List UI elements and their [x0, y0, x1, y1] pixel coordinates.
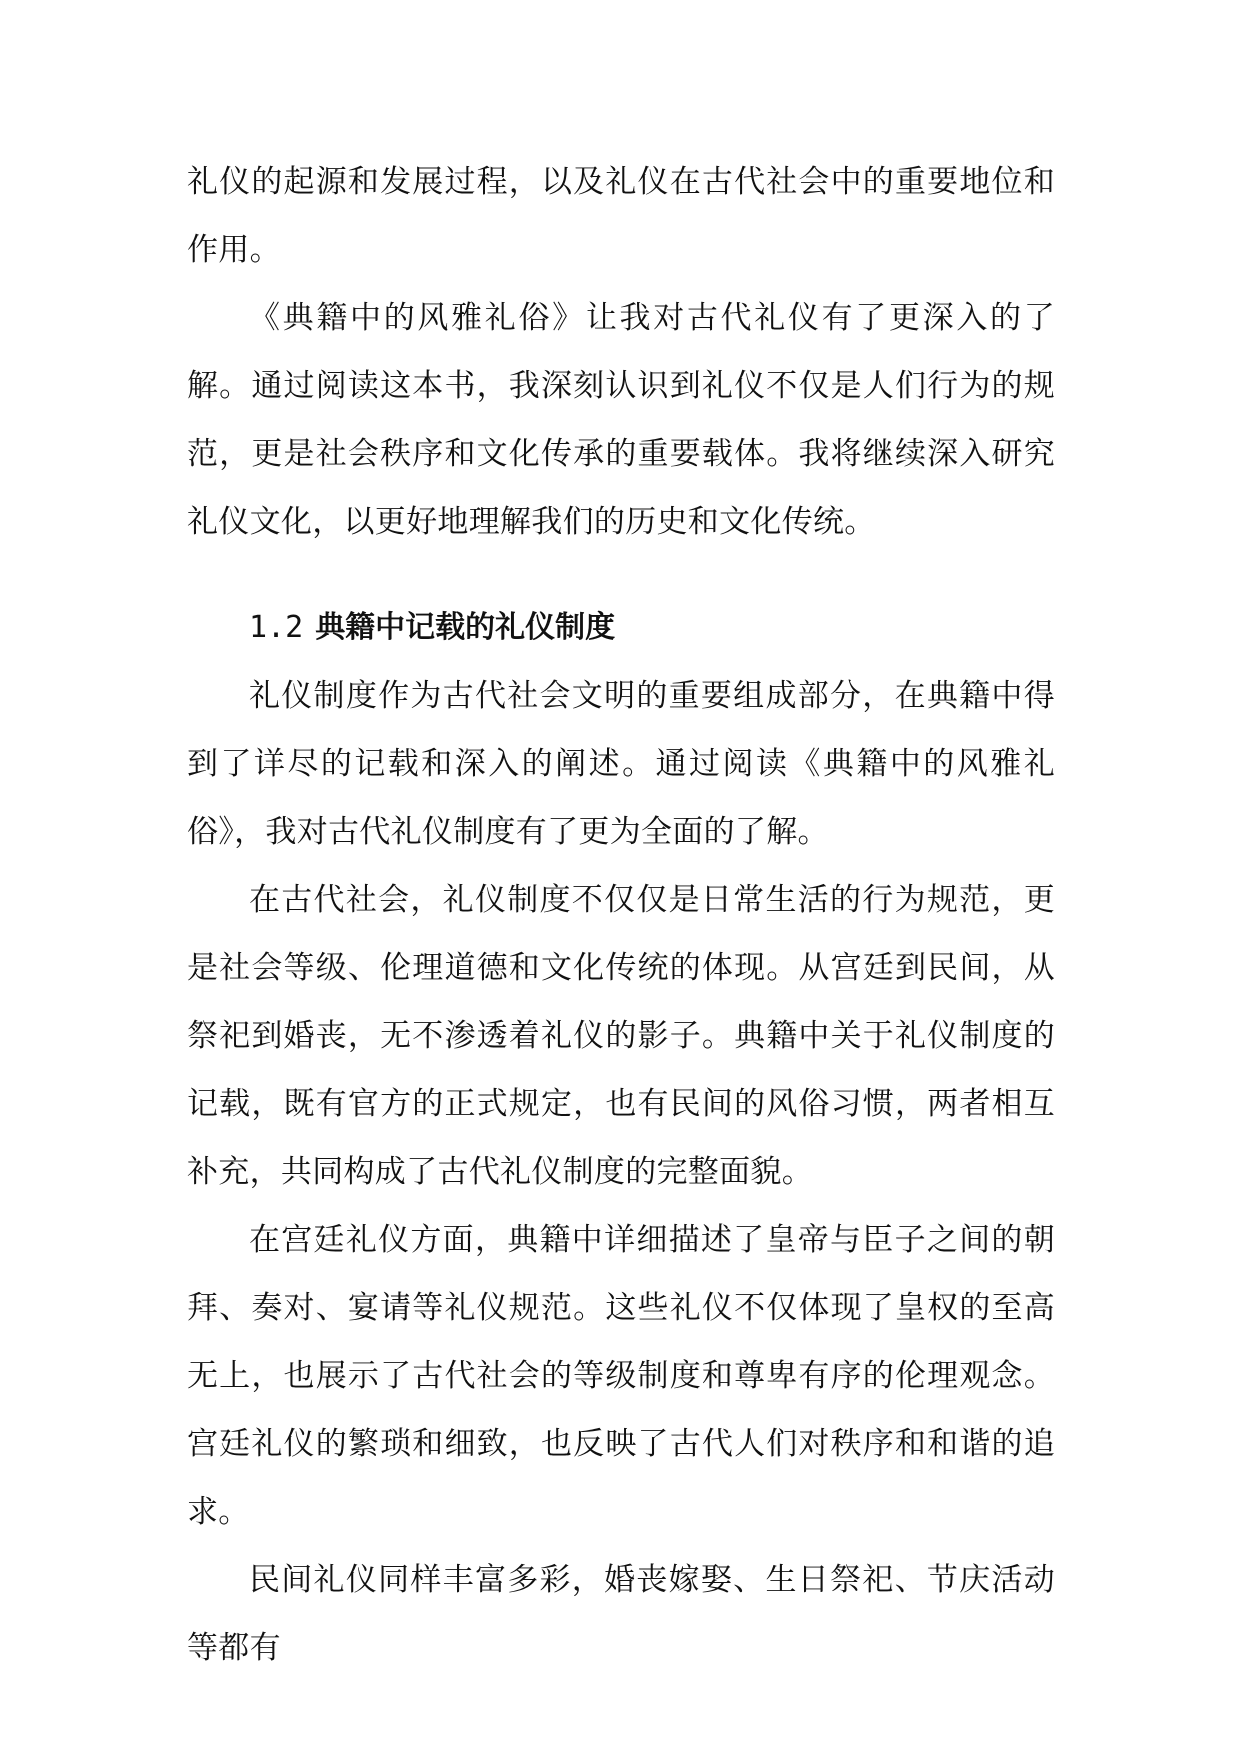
section-heading — [187, 594, 1055, 662]
paragraph-continued: 礼仪的起源和发展过程，以及礼仪在古代社会中的重要地位和作用。 — [187, 164, 1055, 268]
paragraph: 民间礼仪同样丰富多彩，婚丧嫁娶、生日祭祀、节庆活动等都有 — [187, 1562, 1055, 1666]
section-title: 典籍中记载的礼仪制度 — [315, 610, 616, 645]
section-number: 1.2 — [249, 610, 304, 645]
document-body — [187, 148, 1055, 1682]
paragraph: 在宫廷礼仪方面，典籍中详细描述了皇帝与臣子之间的朝拜、奏对、宴请等礼仪规范。这些礼仪不仅体现了皇权的至高无上，也展示了古代社会的等级制度和尊卑有序的伦理观念。宫廷礼仪的繁琐和细致，也反映了古代人们对秩序和和谐的追求。 — [187, 1222, 1055, 1530]
paragraph: 在古代社会，礼仪制度不仅仅是日常生活的行为规范，更是社会等级、伦理道德和文化传统的体现。从宫廷到民间，从祭祀到婚丧，无不渗透着礼仪的影子。典籍中关于礼仪制度的记载，既有官方的正式规定，也有民间的风俗习惯，两者相互补充，共同构成了古代礼仪制度的完整面貌。 — [187, 882, 1055, 1190]
paragraph: 礼仪制度作为古代社会文明的重要组成部分，在典籍中得到了详尽的记载和深入的阐述。通过阅读《典籍中的风雅礼俗》，我对古代礼仪制度有了更为全面的了解。 — [187, 678, 1055, 850]
paragraph: 《典籍中的风雅礼俗》让我对古代礼仪有了更深入的了解。通过阅读这本书，我深刻认识到礼仪不仅是人们行为的规范，更是社会秩序和文化传承的重要载体。我将继续深入研究礼仪文化，以更好地理解我们的历史和文化传统。 — [187, 300, 1055, 540]
